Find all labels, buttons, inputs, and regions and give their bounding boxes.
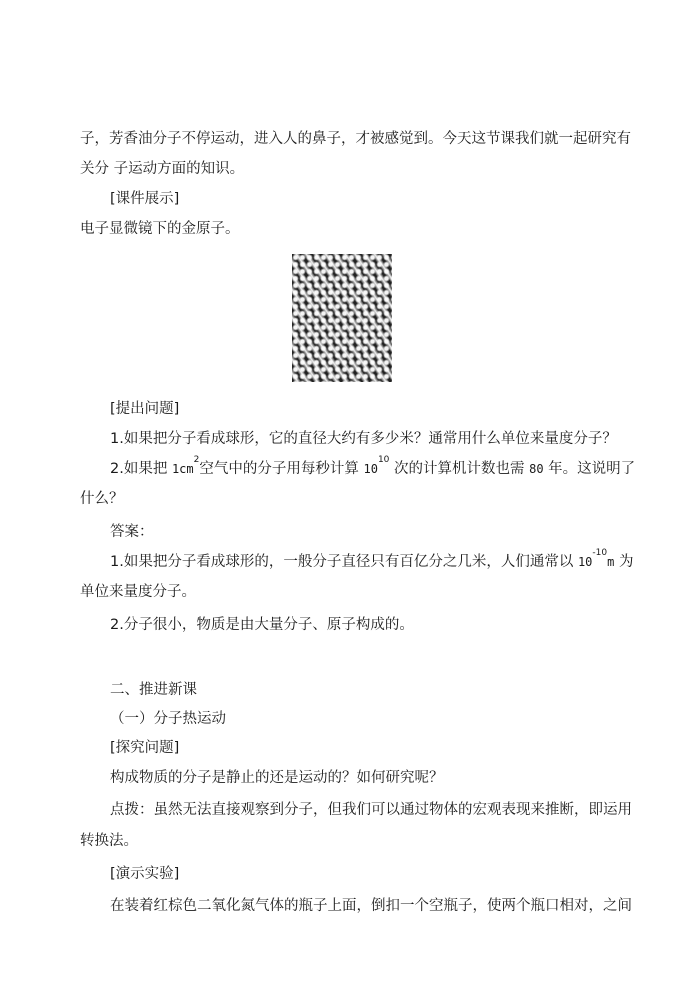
- gold-atom-microscope-image: [292, 254, 392, 382]
- section-label: [演示实验]: [110, 866, 180, 882]
- paragraph-line: 构成物质的分子是静止的还是运动的？如何研究呢？: [110, 770, 444, 786]
- answer-2: 2.分子很小，物质是由大量分子、原子构成的。: [110, 617, 414, 633]
- section-label: [课件展示]: [110, 191, 180, 207]
- answer-1: 1.如果把分子看成球形的，一般分子直径只有百亿分之几米，人们通常以 $10^{-10}m$ 为: [110, 548, 634, 570]
- paragraph-line: 在装着红棕色二氧化氮气体的瓶子上面，倒扣一个空瓶子，使两个瓶口相对，之间: [110, 898, 632, 914]
- paragraph-line: 什么？: [80, 491, 124, 507]
- paragraph-line: 点拨：虽然无法直接观察到分子，但我们可以通过物体的宏观表现来推断，即运用: [110, 802, 632, 818]
- paragraph-line: 子，芳香油分子不停运动，进入人的鼻子，才被感觉到。今天这节课我们就一起研究有: [80, 131, 631, 147]
- paragraph-line: 关分 子运动方面的知识。: [80, 161, 245, 177]
- question-1: 1.如果把分子看成球形，它的直径大约有多少米？通常用什么单位来量度分子？: [110, 431, 617, 447]
- paragraph-line: 转换法。: [80, 833, 138, 849]
- question-2: 2.如果把 $1cm^2$空气中的分子用每秒计算 $10^{10}$ 次的计算机计数也需 80 年。这说明了: [110, 455, 636, 477]
- section-label: [提出问题]: [110, 401, 180, 417]
- atom-lattice-pattern: [292, 254, 392, 382]
- section-label: [探究问题]: [110, 740, 180, 756]
- section-heading: 二、推进新课: [110, 682, 197, 698]
- subsection-heading: （一）分子热运动: [110, 711, 226, 727]
- paragraph-line: 电子显微镜下的金原子。: [80, 221, 240, 237]
- paragraph-line: 单位来量度分子。: [80, 584, 196, 600]
- answer-label: 答案：: [110, 524, 154, 540]
